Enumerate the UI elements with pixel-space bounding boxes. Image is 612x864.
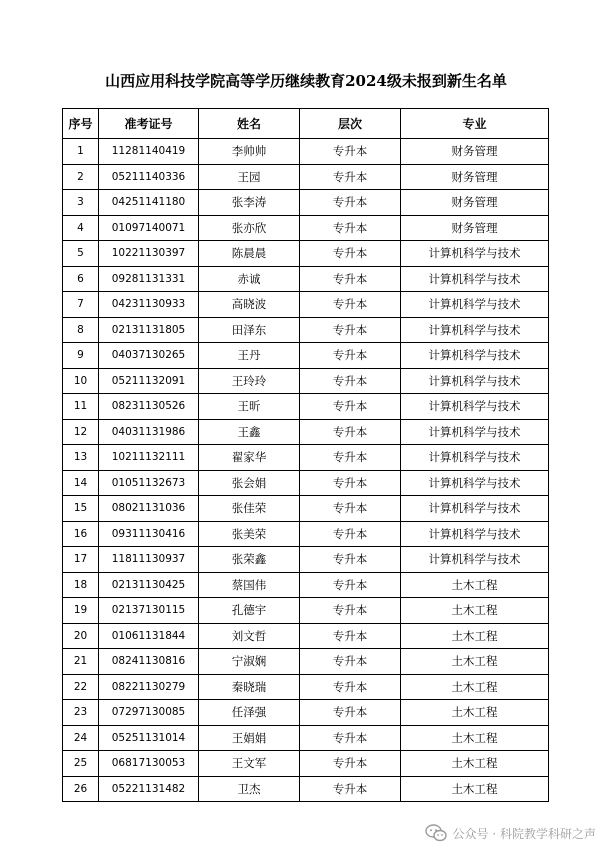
wechat-icon (425, 824, 447, 842)
cell-seq: 15 (63, 496, 99, 522)
cell-name: 蔡国伟 (199, 572, 300, 598)
cell-major: 计算机科学与技术 (401, 241, 549, 267)
table-row (63, 419, 549, 445)
cell-name: 宁淑娴 (199, 649, 300, 675)
cell-exam-id: 02131130425 (99, 572, 199, 598)
cell-major: 计算机科学与技术 (401, 394, 549, 420)
cell-major: 土木工程 (401, 572, 549, 598)
cell-name: 卫杰 (199, 776, 300, 802)
table-row (63, 266, 549, 292)
cell-level: 专升本 (300, 343, 401, 369)
cell-level: 专升本 (300, 496, 401, 522)
cell-exam-id: 01051132673 (99, 470, 199, 496)
cell-level: 专升本 (300, 139, 401, 165)
table-header (63, 109, 549, 139)
cell-name: 高晓波 (199, 292, 300, 318)
cell-seq: 20 (63, 623, 99, 649)
cell-level: 专升本 (300, 572, 401, 598)
cell-name: 王文军 (199, 751, 300, 777)
cell-exam-id: 01097140071 (99, 215, 199, 241)
header-seq: 序号 (63, 109, 99, 139)
cell-level: 专升本 (300, 649, 401, 675)
cell-level: 专升本 (300, 317, 401, 343)
cell-exam-id: 04031131986 (99, 419, 199, 445)
cell-level: 专升本 (300, 674, 401, 700)
cell-exam-id: 10221130397 (99, 241, 199, 267)
cell-level: 专升本 (300, 394, 401, 420)
cell-major: 计算机科学与技术 (401, 292, 549, 318)
cell-major: 计算机科学与技术 (401, 496, 549, 522)
cell-exam-id: 11811130937 (99, 547, 199, 573)
cell-exam-id: 05211140336 (99, 164, 199, 190)
cell-name: 秦晓瑞 (199, 674, 300, 700)
header-row (63, 109, 549, 139)
cell-name: 王玲玲 (199, 368, 300, 394)
cell-major: 财务管理 (401, 164, 549, 190)
cell-name: 张李涛 (199, 190, 300, 216)
header-level: 层次 (300, 109, 401, 139)
cell-seq: 1 (63, 139, 99, 165)
cell-seq: 5 (63, 241, 99, 267)
cell-major: 土木工程 (401, 700, 549, 726)
table-row (63, 190, 549, 216)
cell-name: 翟家华 (199, 445, 300, 471)
cell-seq: 14 (63, 470, 99, 496)
cell-name: 王丹 (199, 343, 300, 369)
cell-level: 专升本 (300, 725, 401, 751)
cell-major: 土木工程 (401, 725, 549, 751)
cell-major: 计算机科学与技术 (401, 368, 549, 394)
cell-seq: 24 (63, 725, 99, 751)
cell-level: 专升本 (300, 751, 401, 777)
cell-name: 王昕 (199, 394, 300, 420)
cell-major: 计算机科学与技术 (401, 419, 549, 445)
cell-major: 土木工程 (401, 623, 549, 649)
cell-seq: 12 (63, 419, 99, 445)
cell-name: 张佳荣 (199, 496, 300, 522)
cell-level: 专升本 (300, 445, 401, 471)
cell-seq: 9 (63, 343, 99, 369)
cell-major: 财务管理 (401, 215, 549, 241)
cell-level: 专升本 (300, 547, 401, 573)
page-title: 山西应用科技学院高等学历继续教育2024级未报到新生名单 (105, 72, 507, 90)
table-row (63, 674, 549, 700)
cell-major: 计算机科学与技术 (401, 445, 549, 471)
cell-level: 专升本 (300, 521, 401, 547)
cell-seq: 11 (63, 394, 99, 420)
cell-level: 专升本 (300, 292, 401, 318)
header-major: 专业 (401, 109, 549, 139)
table-row (63, 700, 549, 726)
table-row (63, 241, 549, 267)
table-row (63, 139, 549, 165)
student-roster-table (62, 108, 549, 802)
cell-seq: 21 (63, 649, 99, 675)
table-row (63, 292, 549, 318)
table-row (63, 776, 549, 802)
cell-exam-id: 01061131844 (99, 623, 199, 649)
cell-name: 张会娟 (199, 470, 300, 496)
cell-major: 计算机科学与技术 (401, 317, 549, 343)
cell-name: 张美荣 (199, 521, 300, 547)
cell-name: 王娟娟 (199, 725, 300, 751)
table-body (63, 139, 549, 802)
cell-exam-id: 04231130933 (99, 292, 199, 318)
cell-major: 土木工程 (401, 751, 549, 777)
table-row (63, 598, 549, 624)
cell-exam-id: 11281140419 (99, 139, 199, 165)
cell-seq: 19 (63, 598, 99, 624)
cell-major: 土木工程 (401, 649, 549, 675)
table-row (63, 496, 549, 522)
cell-major: 计算机科学与技术 (401, 547, 549, 573)
cell-major: 财务管理 (401, 190, 549, 216)
cell-major: 土木工程 (401, 776, 549, 802)
cell-level: 专升本 (300, 266, 401, 292)
cell-major: 计算机科学与技术 (401, 470, 549, 496)
cell-name: 陈晨晨 (199, 241, 300, 267)
cell-seq: 10 (63, 368, 99, 394)
cell-seq: 7 (63, 292, 99, 318)
watermark (425, 824, 596, 842)
cell-name: 张荣鑫 (199, 547, 300, 573)
cell-major: 土木工程 (401, 674, 549, 700)
cell-seq: 17 (63, 547, 99, 573)
cell-seq: 25 (63, 751, 99, 777)
cell-exam-id: 04251141180 (99, 190, 199, 216)
table-row (63, 394, 549, 420)
table-row (63, 470, 549, 496)
cell-level: 专升本 (300, 623, 401, 649)
cell-name: 孔德宇 (199, 598, 300, 624)
cell-seq: 23 (63, 700, 99, 726)
cell-level: 专升本 (300, 776, 401, 802)
table-row (63, 521, 549, 547)
table-row (63, 445, 549, 471)
header-exam-id: 准考证号 (99, 109, 199, 139)
cell-name: 李帅帅 (199, 139, 300, 165)
table-row (63, 751, 549, 777)
cell-major: 财务管理 (401, 139, 549, 165)
table-row (63, 317, 549, 343)
cell-seq: 13 (63, 445, 99, 471)
cell-name: 王鑫 (199, 419, 300, 445)
table-row (63, 343, 549, 369)
cell-exam-id: 04037130265 (99, 343, 199, 369)
cell-name: 王园 (199, 164, 300, 190)
cell-exam-id: 09281131331 (99, 266, 199, 292)
cell-seq: 26 (63, 776, 99, 802)
table-row (63, 649, 549, 675)
cell-major: 土木工程 (401, 598, 549, 624)
cell-level: 专升本 (300, 368, 401, 394)
cell-exam-id: 05211132091 (99, 368, 199, 394)
cell-level: 专升本 (300, 215, 401, 241)
cell-level: 专升本 (300, 164, 401, 190)
table-row (63, 725, 549, 751)
cell-seq: 2 (63, 164, 99, 190)
cell-exam-id: 02131131805 (99, 317, 199, 343)
cell-name: 赤诚 (199, 266, 300, 292)
table-row (63, 572, 549, 598)
table-row (63, 215, 549, 241)
cell-exam-id: 07297130085 (99, 700, 199, 726)
cell-exam-id: 08221130279 (99, 674, 199, 700)
cell-exam-id: 08241130816 (99, 649, 199, 675)
watermark-text: 公众号 · 科院教学科研之声 (452, 826, 596, 841)
cell-seq: 8 (63, 317, 99, 343)
cell-seq: 18 (63, 572, 99, 598)
header-name: 姓名 (199, 109, 300, 139)
cell-name: 田泽东 (199, 317, 300, 343)
cell-seq: 4 (63, 215, 99, 241)
cell-major: 计算机科学与技术 (401, 266, 549, 292)
cell-exam-id: 02137130115 (99, 598, 199, 624)
cell-name: 任泽强 (199, 700, 300, 726)
cell-seq: 6 (63, 266, 99, 292)
cell-seq: 3 (63, 190, 99, 216)
cell-name: 刘文哲 (199, 623, 300, 649)
cell-seq: 22 (63, 674, 99, 700)
cell-exam-id: 08021131036 (99, 496, 199, 522)
cell-exam-id: 06817130053 (99, 751, 199, 777)
cell-level: 专升本 (300, 598, 401, 624)
cell-level: 专升本 (300, 190, 401, 216)
cell-exam-id: 08231130526 (99, 394, 199, 420)
cell-exam-id: 05221131482 (99, 776, 199, 802)
cell-name: 张亦欣 (199, 215, 300, 241)
cell-exam-id: 05251131014 (99, 725, 199, 751)
cell-level: 专升本 (300, 700, 401, 726)
cell-major: 计算机科学与技术 (401, 521, 549, 547)
cell-level: 专升本 (300, 470, 401, 496)
cell-exam-id: 09311130416 (99, 521, 199, 547)
table-row (63, 547, 549, 573)
table-row (63, 623, 549, 649)
cell-major: 计算机科学与技术 (401, 343, 549, 369)
cell-exam-id: 10211132111 (99, 445, 199, 471)
cell-level: 专升本 (300, 419, 401, 445)
table-row (63, 164, 549, 190)
table-row (63, 368, 549, 394)
cell-seq: 16 (63, 521, 99, 547)
cell-level: 专升本 (300, 241, 401, 267)
